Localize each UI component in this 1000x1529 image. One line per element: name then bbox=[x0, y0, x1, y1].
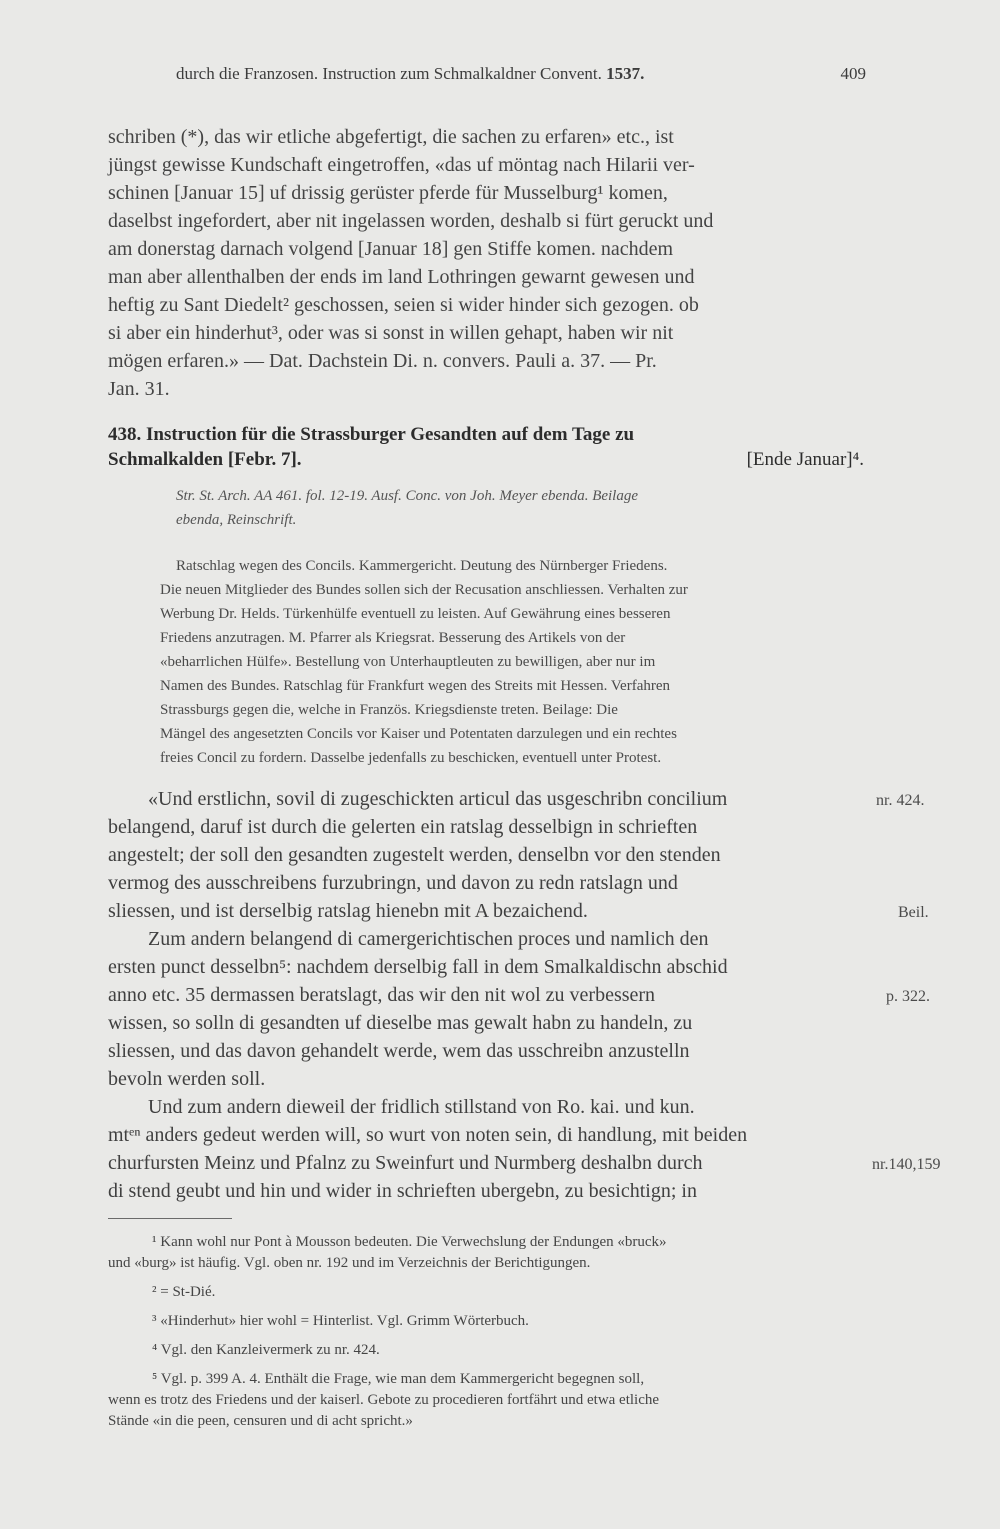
summary-line: Ratschlag wegen des Concils. Kammergericht. Deutung des Nürnberger Friedens. bbox=[176, 558, 668, 574]
footnote: ² = St-Dié. bbox=[152, 1284, 216, 1300]
page-number: 409 bbox=[840, 64, 866, 83]
document-heading-line2 bbox=[108, 449, 864, 471]
intro-line: heftig zu Sant Diedelt² geschossen, seien si wider hinder sich gezogen. ob bbox=[108, 294, 699, 316]
source-line: ebenda, Reinschrift. bbox=[176, 512, 297, 528]
main-line: vermog des ausschreibens furzubringn, und davon zu redn ratslagn und bbox=[108, 872, 678, 894]
main-line: ersten punct desselbn⁵: nachdem derselbig fall in dem Smalkaldischn abschid bbox=[108, 956, 728, 978]
main-line: Und zum andern dieweil der fridlich stillstand von Ro. kai. und kun. bbox=[148, 1096, 695, 1118]
intro-line: daselbst ingefordert, aber nit ingelassen worden, deshalb si fürt geruckt und bbox=[108, 210, 714, 232]
intro-line: schinen [Januar 15] uf drissig gerüster pferde für Musselburg¹ komen, bbox=[108, 182, 668, 204]
intro-line: si aber ein hinderhut³, oder was si sonst in willen gehapt, haben wir nit bbox=[108, 322, 674, 344]
main-line: sliessen, und ist derselbig ratslag hienebn mit A bezaichend. bbox=[108, 900, 588, 922]
main-line: belangend, daruf ist durch die gelerten ein ratslag desselbign in schrieften bbox=[108, 816, 698, 838]
footnote: und «burg» ist häufig. Vgl. oben nr. 192 und im Verzeichnis der Berichtigungen. bbox=[108, 1255, 591, 1271]
main-line: angestelt; der soll den gesandten zugestelt werden, denselbn vor den stenden bbox=[108, 844, 721, 866]
summary-line: Die neuen Mitglieder des Bundes sollen sich der Recusation anschliessen. Verhalten zur bbox=[160, 582, 688, 598]
margin-note-ref: Beil. bbox=[898, 904, 929, 921]
heading-place: Schmalkalden [Febr. 7]. bbox=[108, 449, 302, 470]
main-line: Zum andern belangend di camergerichtischen proces und namlich den bbox=[148, 928, 709, 950]
summary-line: freies Concil zu fordern. Dasselbe jedenfalls zu beschicken, eventuell unter Protest. bbox=[160, 750, 662, 766]
footnote: ¹ Kann wohl nur Pont à Mousson bedeuten. Die Verwechslung der Endungen «bruck» bbox=[152, 1234, 667, 1250]
intro-line: Jan. 31. bbox=[108, 378, 170, 400]
margin-note-ref: nr. 424. bbox=[876, 792, 925, 809]
intro-line: am donerstag darnach volgend [Januar 18] gen Stiffe komen. nachdem bbox=[108, 238, 673, 260]
source-line: Str. St. Arch. AA 461. fol. 12-19. Ausf. Conc. von Joh. Meyer ebenda. Beilage bbox=[176, 488, 639, 504]
main-line: churfursten Meinz und Pfalnz zu Sweinfurt und Nurmberg deshalbn durch bbox=[108, 1152, 703, 1174]
summary-line: Namen des Bundes. Ratschlag für Frankfurt wegen des Streits mit Hessen. Verfahren bbox=[160, 678, 671, 694]
intro-line: jüngst gewisse Kundschaft eingetroffen, «das uf möntag nach Hilarii ver- bbox=[108, 154, 695, 176]
footnotes bbox=[108, 1232, 868, 1432]
summary-line: Strassburgs gegen die, welche in Französ. Kriegsdienste treten. Beilage: Die bbox=[160, 702, 618, 718]
main-line: di stend geubt und hin und wider in schrieften ubergebn, zu besichtign; in bbox=[108, 1180, 697, 1202]
margin-note-ref: p. 322. bbox=[886, 988, 930, 1005]
intro-line: mögen erfaren.» — Dat. Dachstein Di. n. convers. Pauli a. 37. — Pr. bbox=[108, 350, 657, 372]
document-heading: 438. Instruction für die Strassburger Gesandten auf dem Tage zu bbox=[108, 424, 635, 445]
intro-line: man aber allenthalben der ends im land Lothringen gewarnt gewesen und bbox=[108, 266, 695, 288]
footnote: Stände «in die peen, censuren und di acht spricht.» bbox=[108, 1413, 413, 1429]
main-line: bevoln werden soll. bbox=[108, 1068, 266, 1090]
main-line: «Und erstlichn, sovil di zugeschickten articul das usgeschribn concilium bbox=[148, 788, 728, 810]
running-title: durch die Franzosen. Instruction zum Schmalkaldner Convent. bbox=[176, 64, 602, 83]
margin-note-ref: nr.140,159 bbox=[872, 1156, 941, 1173]
footnote: ⁴ Vgl. den Kanzleivermerk zu nr. 424. bbox=[152, 1342, 380, 1358]
heading-date: [Ende Januar]⁴. bbox=[746, 449, 864, 470]
intro-line: schriben (*), das wir etliche abgefertigt, die sachen zu erfaren» etc., ist bbox=[108, 126, 674, 148]
footnote: ³ «Hinderhut» hier wohl = Hinterlist. Vgl. Grimm Wörterbuch. bbox=[152, 1313, 529, 1329]
summary-line: Mängel des angesetzten Concils vor Kaiser und Potentaten darzulegen und ein rechtes bbox=[160, 726, 677, 742]
footnote-divider bbox=[108, 1218, 232, 1219]
summary-line: Friedens anzutragen. M. Pfarrer als Kriegsrat. Besserung des Artikels von der bbox=[160, 630, 626, 646]
main-line: sliessen, und das davon gehandelt werde, wem das usschreibn anzustelln bbox=[108, 1040, 690, 1062]
header-year: 1537. bbox=[606, 64, 645, 83]
summary-line: «beharrlichen Hülfe». Bestellung von Unterhauptleuten zu bewilligen, aber nur im bbox=[160, 654, 656, 670]
running-header bbox=[176, 64, 866, 84]
main-line: wissen, so solln di gesandten uf dieselbe mas gewalt habn zu handeln, zu bbox=[108, 1012, 693, 1034]
main-line: mtᵉⁿ anders gedeut werden will, so wurt von noten sein, di handlung, mit beiden bbox=[108, 1124, 748, 1146]
footnote: ⁵ Vgl. p. 399 A. 4. Enthält die Frage, wie man dem Kammergericht begegnen soll, bbox=[152, 1371, 645, 1387]
summary-line: Werbung Dr. Helds. Türkenhülfe eventuell zu leisten. Auf Gewährung eines besseren bbox=[160, 606, 671, 622]
main-line: anno etc. 35 dermassen beratslagt, das wir den nit wol zu verbessern bbox=[108, 984, 656, 1006]
footnote: wenn es trotz des Friedens und der kaiserl. Gebote zu procedieren fortfährt und etwa etliche bbox=[108, 1392, 660, 1408]
